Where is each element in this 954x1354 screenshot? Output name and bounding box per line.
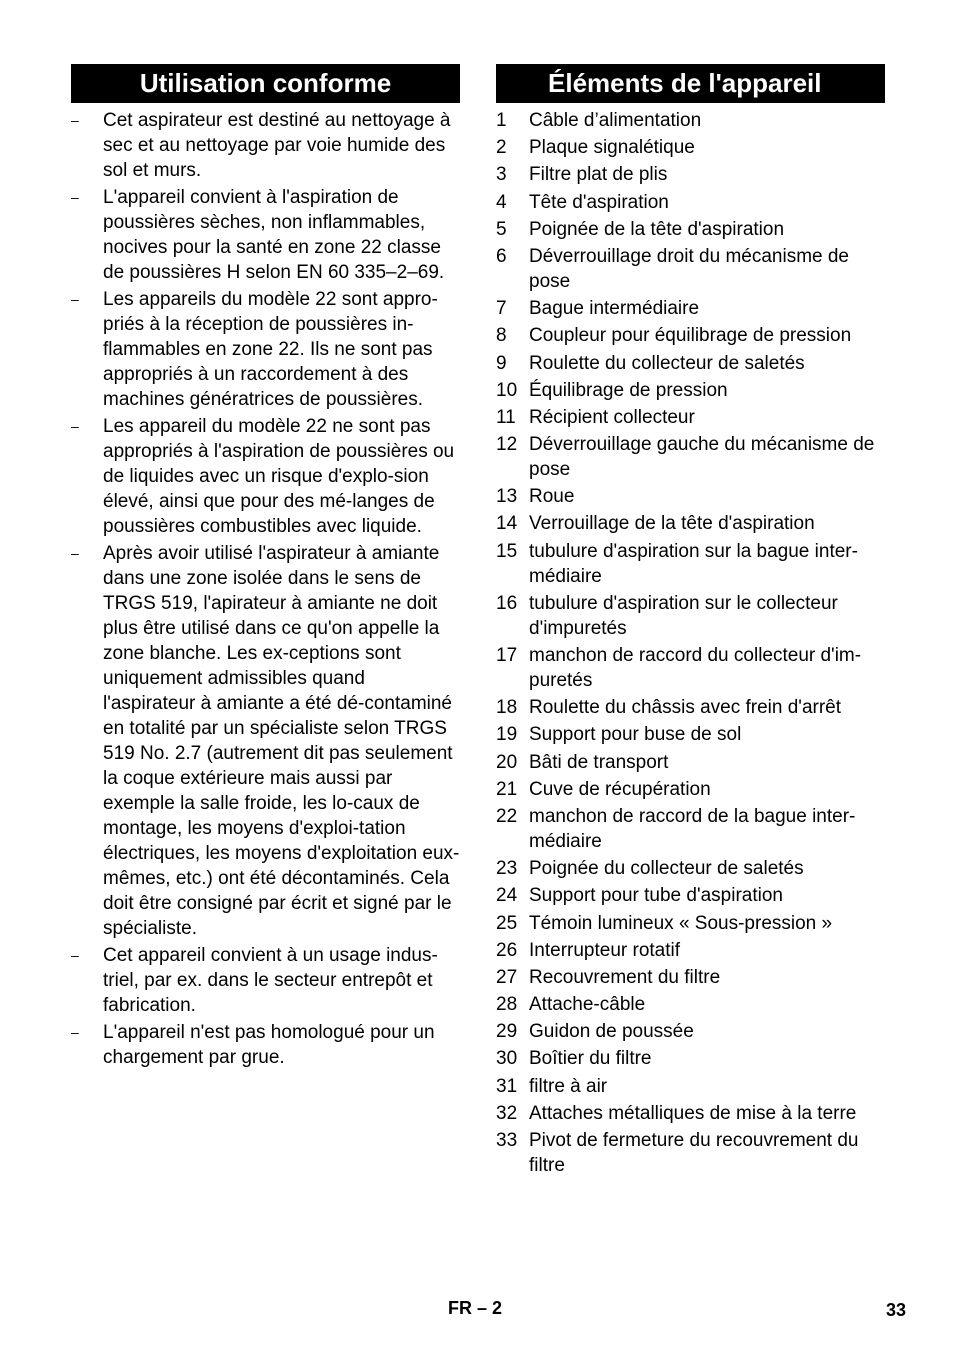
intended-use-item — [71, 943, 460, 1018]
device-element-number: 1 — [496, 110, 507, 131]
device-element-item — [496, 217, 885, 242]
device-element-item — [496, 1019, 885, 1044]
device-element-item — [496, 938, 885, 963]
device-element-label: tubulure d'aspiration sur le collecteur d'impuretés — [529, 592, 838, 639]
device-element-item — [496, 750, 885, 775]
device-element-item — [496, 695, 885, 720]
device-element-label: Support pour buse de sol — [529, 724, 742, 746]
device-element-label: Verrouillage de la tête d'aspiration — [529, 513, 815, 535]
device-element-label: manchon de raccord du collecteur d'im-puretés — [529, 645, 862, 691]
device-element-number: 7 — [496, 298, 507, 320]
intended-use-item — [71, 287, 460, 412]
device-element-number: 18 — [496, 697, 518, 719]
device-element-item — [496, 911, 885, 936]
device-element-label: Attache-câble — [529, 994, 646, 1016]
device-element-item — [496, 378, 885, 403]
device-element-item — [496, 511, 885, 536]
device-elements-heading: Éléments de l'appareil — [496, 64, 885, 103]
device-element-item — [496, 323, 885, 348]
device-element-number: 9 — [496, 352, 507, 374]
device-element-number: 25 — [496, 912, 518, 934]
device-element-label: Coupleur pour équilibrage de pression — [529, 325, 852, 347]
device-element-item — [496, 539, 885, 589]
device-element-number: 12 — [496, 434, 518, 456]
device-element-item — [496, 135, 885, 160]
intended-use-heading: Utilisation conforme — [71, 64, 460, 103]
device-element-label: Pivot de fermeture du recouvrement du filtre — [529, 1130, 859, 1176]
device-element-item — [496, 190, 885, 215]
device-element-number: 21 — [496, 778, 518, 800]
device-element-item — [496, 1074, 885, 1099]
device-element-item — [496, 591, 885, 641]
device-element-label: Filtre plat de plis — [529, 164, 668, 186]
device-element-item — [496, 432, 885, 482]
device-element-item — [496, 296, 885, 321]
device-element-label: Interrupteur rotatif — [529, 939, 681, 961]
bullet-dash: – — [71, 545, 79, 561]
device-element-label: Support pour tube d'aspiration — [529, 885, 783, 907]
device-element-number: 28 — [496, 994, 518, 1016]
device-element-label: tubulure d'aspiration sur la bague inter-médiaire — [529, 540, 858, 587]
device-element-label: Câble d’alimentation — [529, 110, 702, 131]
device-element-item — [496, 108, 885, 133]
device-element-item — [496, 405, 885, 430]
intended-use-list — [71, 108, 460, 1070]
intended-use-item — [71, 108, 460, 183]
device-element-label: Poignée du collecteur de saletés — [529, 858, 804, 880]
intended-use-text: Cet aspirateur est destiné au nettoyage à sec et au nettoyage par voie humide des sol et murs. — [103, 110, 451, 181]
device-element-label: Guidon de poussée — [529, 1021, 694, 1043]
device-element-label: Témoin lumineux « Sous-pression » — [529, 912, 833, 934]
device-element-number: 23 — [496, 858, 518, 880]
intended-use-text: Après avoir utilisé l'aspirateur à amiante dans une zone isolée dans le sens de TRGS 519, l'apirateur à amiante ne doit plus être utilisé dans ce qu'on appelle la zone blanche. Les ex-ceptions sont uniquement admissibles quand l'aspirateur à amiante a été dé-contaminé en totalité par un spécialiste selon TRGS 519 No. 2.7 (autrement dit pas seulement la coque extérieure mais aussi par exemple la salle froide, les lo-caux de montage, les moyens d'exploi-tation électriques, les moyens d'exploitation eux-mêmes, etc.) ont été décontaminés. Cela doit être consigné par écrit et signé par le spécialiste. — [103, 543, 460, 939]
device-element-label: filtre à air — [529, 1075, 608, 1097]
bullet-dash: – — [71, 1024, 79, 1040]
device-element-label: Tête d'aspiration — [529, 191, 669, 213]
device-element-item — [496, 777, 885, 802]
device-element-number: 2 — [496, 137, 507, 159]
device-element-number: 4 — [496, 191, 507, 213]
device-element-number: 17 — [496, 645, 518, 666]
device-element-item — [496, 484, 885, 509]
device-element-number: 26 — [496, 939, 518, 961]
device-element-number: 20 — [496, 751, 518, 773]
bullet-dash: – — [71, 189, 79, 205]
device-element-label: Roulette du châssis avec frein d'arrêt — [529, 697, 842, 719]
device-element-label: Recouvrement du filtre — [529, 966, 721, 988]
device-element-label: Équilibrage de pression — [529, 379, 728, 401]
bullet-dash: – — [71, 112, 79, 128]
intended-use-item — [71, 185, 460, 285]
device-element-label: Poignée de la tête d'aspiration — [529, 218, 785, 240]
intended-use-text: Les appareils du modèle 22 sont appro-priés à la réception de poussières in-flammables en zone 22. Ils ne sont pas appropriés à un raccordement à des machines génératrices de poussières. — [103, 289, 438, 410]
device-element-number: 29 — [496, 1021, 518, 1043]
device-element-item — [496, 856, 885, 881]
device-element-label: Boîtier du filtre — [529, 1048, 652, 1070]
device-element-item — [496, 643, 885, 693]
device-element-number: 24 — [496, 885, 518, 907]
device-element-item — [496, 722, 885, 747]
device-element-label: Roue — [529, 486, 575, 508]
intended-use-section — [71, 64, 460, 1072]
device-element-label: Bague intermédiaire — [529, 298, 700, 320]
device-element-number: 11 — [496, 406, 516, 428]
device-element-item — [496, 162, 885, 187]
device-element-number: 3 — [496, 164, 507, 186]
bullet-dash: – — [71, 291, 79, 307]
device-element-item — [496, 244, 885, 294]
device-element-item — [496, 804, 885, 854]
intended-use-text: L'appareil n'est pas homologué pour un chargement par grue. — [103, 1022, 435, 1068]
device-element-item — [496, 1101, 885, 1126]
device-element-label: Récipient collecteur — [529, 406, 695, 428]
device-element-item — [496, 1128, 885, 1178]
device-elements-section — [496, 64, 885, 1180]
device-element-number: 27 — [496, 966, 518, 988]
device-element-number: 16 — [496, 592, 518, 614]
device-element-number: 30 — [496, 1048, 518, 1070]
device-element-number: 10 — [496, 379, 518, 401]
device-element-item — [496, 351, 885, 376]
device-element-item — [496, 883, 885, 908]
device-element-item — [496, 965, 885, 990]
device-element-number: 6 — [496, 245, 507, 267]
device-element-item — [496, 1046, 885, 1071]
device-element-number: 19 — [496, 724, 518, 746]
device-element-label: Attaches métalliques de mise à la terre — [529, 1102, 857, 1124]
intended-use-item — [71, 541, 460, 941]
device-element-label: Déverrouillage gauche du mécanisme de pose — [529, 434, 875, 481]
intended-use-item — [71, 1020, 460, 1070]
device-element-number: 15 — [496, 540, 518, 562]
intended-use-text: Cet appareil convient à un usage indus-triel, par ex. dans le secteur entrepôt et fabrication. — [103, 945, 438, 1016]
device-element-label: Déverrouillage droit du mécanisme de pose — [529, 245, 849, 292]
device-element-number: 31 — [496, 1075, 518, 1097]
device-element-number: 8 — [496, 325, 507, 347]
intended-use-text: L'appareil convient à l'aspiration de poussières sèches, non inflammables, nocives pour la santé en zone 22 classe de poussières H selon EN 60 335–2–69. — [103, 187, 445, 283]
device-element-label: Cuve de récupération — [529, 778, 711, 800]
device-element-label: Bâti de transport — [529, 751, 669, 773]
bullet-dash: – — [71, 947, 79, 963]
device-element-number: 33 — [496, 1130, 518, 1151]
device-element-number: 14 — [496, 513, 518, 535]
page-number: 33 — [885, 1300, 906, 1320]
device-element-label: Roulette du collecteur de saletés — [529, 352, 805, 374]
device-element-number: 13 — [496, 486, 518, 508]
section-page-label: FR – 2 — [448, 1298, 503, 1318]
device-element-number: 32 — [496, 1102, 518, 1124]
device-element-number: 5 — [496, 218, 507, 240]
device-element-item — [496, 992, 885, 1017]
bullet-dash: – — [71, 418, 79, 434]
intended-use-item — [71, 414, 460, 539]
device-element-label: manchon de raccord de la bague inter-médiaire — [529, 805, 856, 852]
device-element-label: Plaque signalétique — [529, 137, 695, 159]
device-element-number: 22 — [496, 805, 518, 827]
intended-use-text: Les appareil du modèle 22 ne sont pas appropriés à l'aspiration de poussières ou de liquides avec un risque d'explo-sion élevé, ainsi que pour des mé-langes de poussières combustibles avec liquide. — [103, 416, 455, 537]
device-elements-list — [496, 108, 885, 1178]
